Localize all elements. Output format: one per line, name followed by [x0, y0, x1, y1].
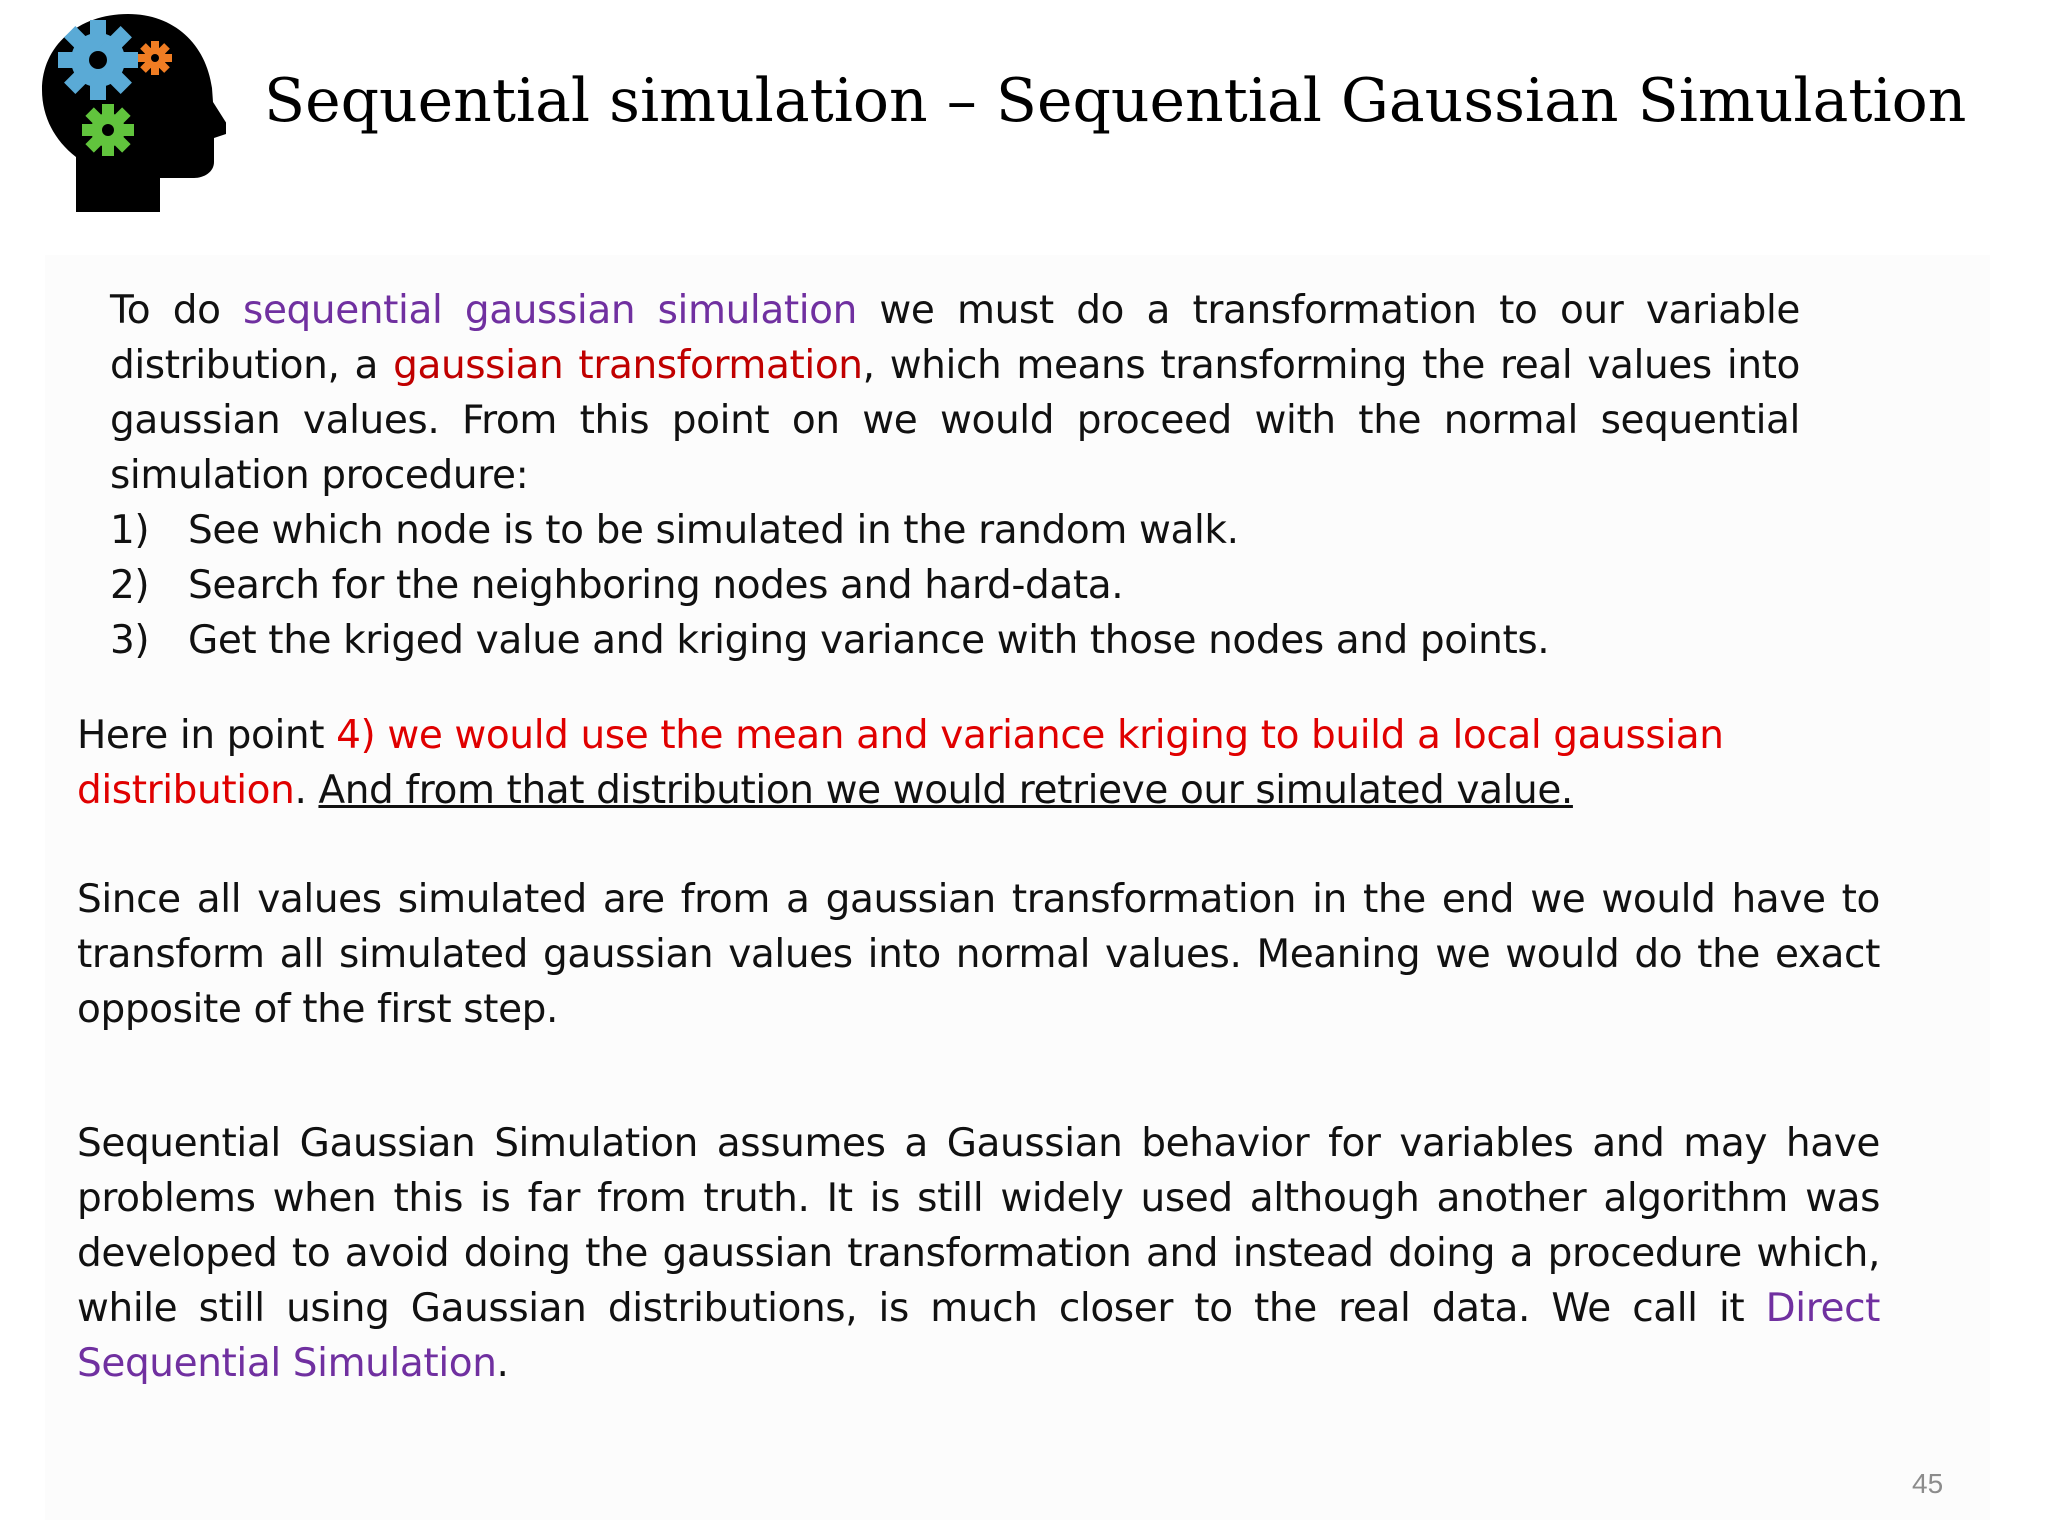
sgs-term-highlight: sequential gaussian simulation	[243, 288, 857, 333]
list-item	[110, 558, 1910, 613]
point4-text-2: .	[294, 768, 319, 813]
conclusion-text-2: .	[496, 1341, 509, 1386]
step-text: Search for the neighboring nodes and hard-data.	[188, 563, 1124, 608]
back-transform-paragraph: Since all values simulated are from a gaussian transformation in the end we would have to transform all simulated gaussian values into normal values. Meaning we would do the exact opposite of the first step.	[77, 877, 1880, 1032]
intro-text-1: To do	[110, 288, 244, 333]
step-number: 1)	[110, 508, 150, 553]
list-item	[110, 503, 1910, 558]
point4-highlight: 4) we would use the mean and variance kriging to build a local gaussian distribution	[77, 713, 1724, 813]
gaussian-transformation-highlight: gaussian transformation	[393, 343, 863, 388]
step-number: 2)	[110, 563, 150, 608]
blue-gear-icon	[58, 20, 138, 100]
point4-text-1: Here in point	[77, 713, 337, 758]
orange-gear-icon	[138, 41, 172, 75]
conclusion-text-1: Sequential Gaussian Simulation assumes a Gaussian behavior for variables and may have problems when this is far from truth. It is still widely used although another algorithm was developed to avoid doing the gaussian transformation and instead doing a procedure which, while still using Gaussian distributions, is much closer to the real data. We call it	[77, 1121, 1880, 1331]
intro-text-2: we must do a transformation to our variable distribution, a	[110, 288, 1800, 388]
intro-paragraph	[110, 283, 1800, 503]
page-number: 45	[1912, 1468, 1944, 1499]
conclusion-paragraph	[77, 1116, 1880, 1391]
point4-underlined-text: And from that distribution we would retrieve our simulated value.	[318, 768, 1573, 813]
intro-text-3: , which means transforming the real values into gaussian values. From this point on we would proceed with the normal sequential simulation procedure:	[110, 343, 1800, 498]
procedure-steps-list	[110, 503, 1910, 668]
step-number: 3)	[110, 618, 150, 663]
head-with-gears-icon	[36, 12, 226, 212]
step-text: See which node is to be simulated in the random walk.	[188, 508, 1239, 553]
point4-paragraph	[77, 708, 1857, 818]
dss-term-highlight: Direct Sequential Simulation	[77, 1286, 1880, 1386]
green-gear-icon	[82, 104, 134, 156]
step-text: Get the kriged value and kriging variance with those nodes and points.	[188, 618, 1550, 663]
list-item	[110, 613, 1910, 668]
slide-title: Sequential simulation – Sequential Gaussian Simulation	[264, 66, 1967, 136]
